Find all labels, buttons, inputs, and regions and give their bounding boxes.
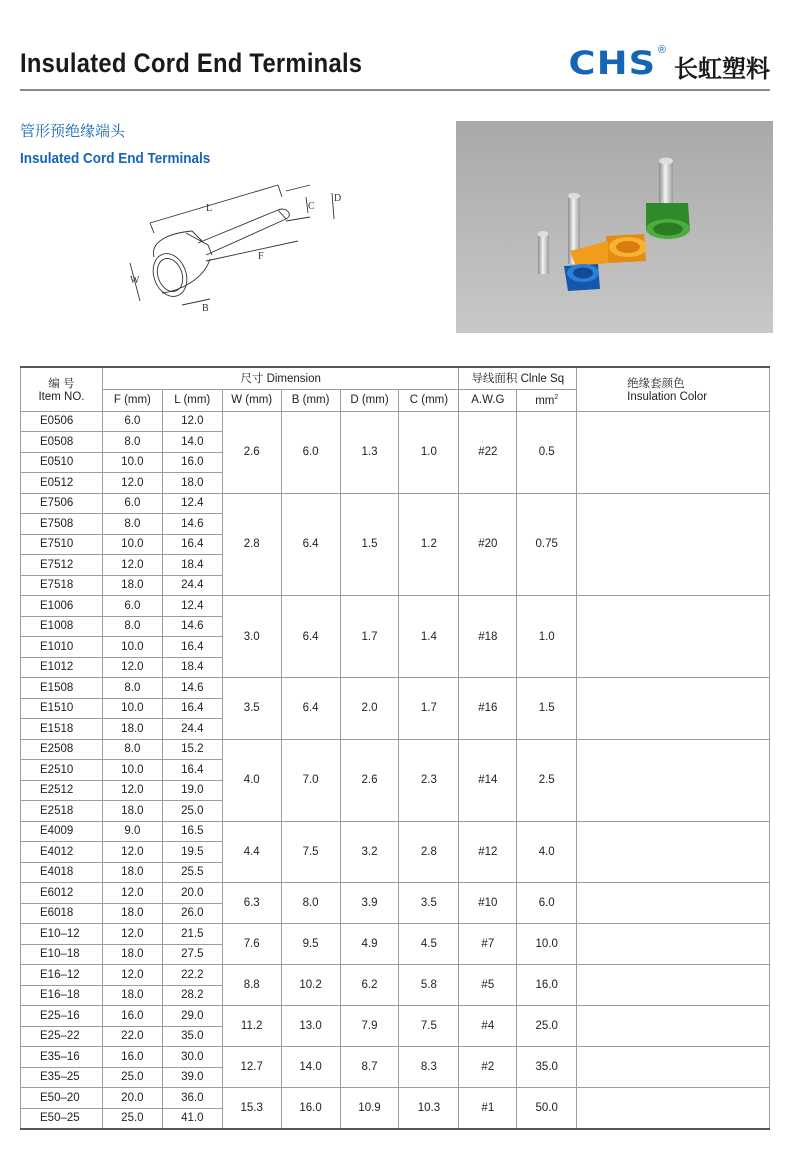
label-c: C — [308, 201, 315, 212]
l-cell: 25.5 — [162, 862, 222, 883]
b-cell: 7.0 — [281, 739, 340, 821]
item-number-cell: E4018 — [21, 862, 103, 883]
item-number-cell: E7506 — [21, 493, 103, 514]
f-cell: 18.0 — [102, 985, 162, 1006]
label-d: D — [334, 193, 342, 204]
mm2-cell: 10.0 — [517, 924, 577, 965]
c-cell: 1.2 — [399, 493, 459, 596]
c-cell: 2.8 — [399, 821, 459, 883]
w-cell: 3.5 — [222, 678, 281, 740]
l-cell: 14.6 — [162, 678, 222, 699]
item-number-cell: E25–16 — [21, 1006, 103, 1027]
l-cell: 26.0 — [162, 903, 222, 924]
w-cell: 7.6 — [222, 924, 281, 965]
w-cell: 6.3 — [222, 883, 281, 924]
c-cell: 1.7 — [399, 678, 459, 740]
l-cell: 16.5 — [162, 821, 222, 842]
l-cell: 21.5 — [162, 924, 222, 945]
header-c: C (mm) — [399, 389, 459, 411]
l-cell: 39.0 — [162, 1067, 222, 1088]
l-cell: 19.5 — [162, 842, 222, 863]
c-cell: 5.8 — [399, 965, 459, 1006]
awg-cell: #5 — [459, 965, 517, 1006]
mm2-cell: 16.0 — [517, 965, 577, 1006]
f-cell: 18.0 — [102, 801, 162, 822]
page-title: Insulated Cord End Terminals — [20, 48, 363, 78]
header-mm2-unit: mm — [535, 394, 555, 407]
header-item — [21, 367, 103, 411]
brand-logo — [568, 44, 770, 84]
table-row — [21, 1047, 770, 1068]
f-cell: 10.0 — [102, 760, 162, 781]
f-cell: 6.0 — [102, 411, 162, 432]
header-dimension: 尺寸 Dimension — [102, 367, 458, 389]
item-number-cell: E10–12 — [21, 924, 103, 945]
table-row — [21, 739, 770, 760]
l-cell: 14.0 — [162, 432, 222, 453]
table-row — [21, 411, 770, 432]
mm2-cell: 1.5 — [517, 678, 577, 740]
f-cell: 18.0 — [102, 862, 162, 883]
insulation-color-cell — [577, 739, 770, 821]
header-color-en: Insulation Color — [627, 391, 708, 404]
f-cell: 12.0 — [102, 842, 162, 863]
item-number-cell: E1006 — [21, 596, 103, 617]
b-cell: 10.2 — [281, 965, 340, 1006]
item-number-cell: E1518 — [21, 719, 103, 740]
f-cell: 12.0 — [102, 780, 162, 801]
f-cell: 18.0 — [102, 719, 162, 740]
brand-name-cn: 长虹塑料 — [674, 55, 770, 83]
w-cell: 8.8 — [222, 965, 281, 1006]
label-f: F — [258, 251, 264, 262]
item-number-cell: E6018 — [21, 903, 103, 924]
item-number-cell: E1012 — [21, 657, 103, 678]
w-cell: 15.3 — [222, 1088, 281, 1129]
f-cell: 18.0 — [102, 903, 162, 924]
mm2-cell: 1.0 — [517, 596, 577, 678]
b-cell: 8.0 — [281, 883, 340, 924]
l-cell: 12.4 — [162, 493, 222, 514]
item-number-cell: E35–16 — [21, 1047, 103, 1068]
c-cell: 10.3 — [399, 1088, 459, 1129]
w-cell: 12.7 — [222, 1047, 281, 1088]
brand-logo-text: CHS — [568, 44, 656, 82]
insulation-color-cell — [577, 1088, 770, 1129]
item-number-cell: E7508 — [21, 514, 103, 535]
l-cell: 35.0 — [162, 1026, 222, 1047]
c-cell: 2.3 — [399, 739, 459, 821]
f-cell: 22.0 — [102, 1026, 162, 1047]
awg-cell: #2 — [459, 1047, 517, 1088]
header-color-cn: 绝缘套颜色 — [627, 378, 685, 391]
item-number-cell: E6012 — [21, 883, 103, 904]
item-number-cell: E50–25 — [21, 1108, 103, 1129]
l-cell: 16.4 — [162, 760, 222, 781]
l-cell: 19.0 — [162, 780, 222, 801]
label-l: L — [206, 203, 213, 214]
f-cell: 12.0 — [102, 924, 162, 945]
mm2-cell: 0.75 — [517, 493, 577, 596]
d-cell: 4.9 — [340, 924, 399, 965]
table-row — [21, 493, 770, 514]
f-cell: 25.0 — [102, 1067, 162, 1088]
l-cell: 28.2 — [162, 985, 222, 1006]
f-cell: 8.0 — [102, 739, 162, 760]
f-cell: 18.0 — [102, 944, 162, 965]
awg-cell: #22 — [459, 411, 517, 493]
item-number-cell: E4012 — [21, 842, 103, 863]
b-cell: 6.4 — [281, 678, 340, 740]
awg-cell: #7 — [459, 924, 517, 965]
insulation-color-cell — [577, 493, 770, 596]
l-cell: 12.4 — [162, 596, 222, 617]
header-item-en: Item NO. — [38, 391, 85, 404]
header-d: D (mm) — [340, 389, 399, 411]
item-number-cell: E7518 — [21, 575, 103, 596]
header-divider — [20, 89, 770, 91]
table-row — [21, 965, 770, 986]
f-cell: 18.0 — [102, 575, 162, 596]
l-cell: 14.6 — [162, 514, 222, 535]
b-cell: 14.0 — [281, 1047, 340, 1088]
item-number-cell: E7510 — [21, 534, 103, 555]
header-cross-section: 导线面积 Clnle Sq — [459, 367, 577, 389]
d-cell: 10.9 — [340, 1088, 399, 1129]
awg-cell: #10 — [459, 883, 517, 924]
f-cell: 12.0 — [102, 883, 162, 904]
f-cell: 6.0 — [102, 493, 162, 514]
header-insulation-color — [577, 367, 770, 411]
f-cell: 6.0 — [102, 596, 162, 617]
l-cell: 24.4 — [162, 575, 222, 596]
header-mm2-sup: 2 — [554, 393, 559, 401]
item-number-cell: E16–12 — [21, 965, 103, 986]
f-cell: 12.0 — [102, 473, 162, 494]
c-cell: 1.4 — [399, 596, 459, 678]
item-number-cell: E0510 — [21, 452, 103, 473]
product-photo — [456, 121, 773, 333]
f-cell: 9.0 — [102, 821, 162, 842]
mm2-cell: 25.0 — [517, 1006, 577, 1047]
mm2-cell: 4.0 — [517, 821, 577, 883]
item-number-cell: E35–25 — [21, 1067, 103, 1088]
header-f: F (mm) — [102, 389, 162, 411]
item-number-cell: E2510 — [21, 760, 103, 781]
b-cell: 16.0 — [281, 1088, 340, 1129]
item-number-cell: E0508 — [21, 432, 103, 453]
awg-cell: #1 — [459, 1088, 517, 1129]
item-number-cell: E0506 — [21, 411, 103, 432]
item-number-cell: E7512 — [21, 555, 103, 576]
section-title-cn: 管形预绝缘端头 — [20, 122, 126, 140]
b-cell: 13.0 — [281, 1006, 340, 1047]
f-cell: 12.0 — [102, 965, 162, 986]
table-row — [21, 821, 770, 842]
b-cell: 6.4 — [281, 596, 340, 678]
f-cell: 10.0 — [102, 452, 162, 473]
w-cell: 3.0 — [222, 596, 281, 678]
f-cell: 25.0 — [102, 1108, 162, 1129]
f-cell: 8.0 — [102, 514, 162, 535]
d-cell: 6.2 — [340, 965, 399, 1006]
table-row — [21, 924, 770, 945]
l-cell: 41.0 — [162, 1108, 222, 1129]
l-cell: 16.0 — [162, 452, 222, 473]
awg-cell: #14 — [459, 739, 517, 821]
d-cell: 3.9 — [340, 883, 399, 924]
awg-cell: #4 — [459, 1006, 517, 1047]
f-cell: 8.0 — [102, 678, 162, 699]
f-cell: 10.0 — [102, 637, 162, 658]
l-cell: 22.2 — [162, 965, 222, 986]
awg-cell: #16 — [459, 678, 517, 740]
d-cell: 1.5 — [340, 493, 399, 596]
w-cell: 11.2 — [222, 1006, 281, 1047]
header-l: L (mm) — [162, 389, 222, 411]
c-cell: 4.5 — [399, 924, 459, 965]
w-cell: 2.6 — [222, 411, 281, 493]
f-cell: 10.0 — [102, 698, 162, 719]
item-number-cell: E4009 — [21, 821, 103, 842]
d-cell: 7.9 — [340, 1006, 399, 1047]
table-row — [21, 1088, 770, 1109]
w-cell: 4.4 — [222, 821, 281, 883]
c-cell: 3.5 — [399, 883, 459, 924]
insulation-color-cell — [577, 678, 770, 740]
table-row — [21, 883, 770, 904]
table-row — [21, 678, 770, 699]
l-cell: 25.0 — [162, 801, 222, 822]
table-row — [21, 1006, 770, 1027]
c-cell: 8.3 — [399, 1047, 459, 1088]
f-cell: 16.0 — [102, 1047, 162, 1068]
d-cell: 3.2 — [340, 821, 399, 883]
insulation-color-cell — [577, 411, 770, 493]
l-cell: 24.4 — [162, 719, 222, 740]
b-cell: 6.4 — [281, 493, 340, 596]
header-mm2 — [517, 389, 577, 411]
insulation-color-cell — [577, 924, 770, 965]
insulation-color-cell — [577, 821, 770, 883]
header-awg: A.W.G — [459, 389, 517, 411]
insulation-color-cell — [577, 883, 770, 924]
l-cell: 29.0 — [162, 1006, 222, 1027]
f-cell: 16.0 — [102, 1006, 162, 1027]
l-cell: 16.4 — [162, 534, 222, 555]
item-number-cell: E1008 — [21, 616, 103, 637]
item-number-cell: E25–22 — [21, 1026, 103, 1047]
l-cell: 30.0 — [162, 1047, 222, 1068]
label-w: W — [130, 275, 140, 286]
awg-cell: #12 — [459, 821, 517, 883]
section-title-en: Insulated Cord End Terminals — [20, 150, 211, 167]
registered-mark: ® — [657, 44, 666, 56]
f-cell: 8.0 — [102, 616, 162, 637]
d-cell: 1.7 — [340, 596, 399, 678]
mm2-cell: 50.0 — [517, 1088, 577, 1129]
b-cell: 9.5 — [281, 924, 340, 965]
spec-table-body — [21, 411, 770, 1129]
l-cell: 12.0 — [162, 411, 222, 432]
b-cell: 6.0 — [281, 411, 340, 493]
header-item-cn: 编 号 — [48, 378, 75, 391]
item-number-cell: E1010 — [21, 637, 103, 658]
w-cell: 2.8 — [222, 493, 281, 596]
f-cell: 10.0 — [102, 534, 162, 555]
insulation-color-cell — [577, 965, 770, 1006]
awg-cell: #20 — [459, 493, 517, 596]
item-number-cell: E2508 — [21, 739, 103, 760]
item-number-cell: E2518 — [21, 801, 103, 822]
item-number-cell: E0512 — [21, 473, 103, 494]
f-cell: 12.0 — [102, 555, 162, 576]
header-b: B (mm) — [281, 389, 340, 411]
mm2-cell: 0.5 — [517, 411, 577, 493]
l-cell: 16.4 — [162, 698, 222, 719]
l-cell: 18.4 — [162, 555, 222, 576]
item-number-cell: E16–18 — [21, 985, 103, 1006]
item-number-cell: E2512 — [21, 780, 103, 801]
terminal-dimension-diagram — [110, 175, 360, 325]
l-cell: 14.6 — [162, 616, 222, 637]
l-cell: 36.0 — [162, 1088, 222, 1109]
table-row — [21, 596, 770, 617]
item-number-cell: E10–18 — [21, 944, 103, 965]
mm2-cell: 6.0 — [517, 883, 577, 924]
l-cell: 15.2 — [162, 739, 222, 760]
mm2-cell: 2.5 — [517, 739, 577, 821]
d-cell: 1.3 — [340, 411, 399, 493]
b-cell: 7.5 — [281, 821, 340, 883]
item-number-cell: E50–20 — [21, 1088, 103, 1109]
f-cell: 12.0 — [102, 657, 162, 678]
d-cell: 8.7 — [340, 1047, 399, 1088]
l-cell: 20.0 — [162, 883, 222, 904]
insulation-color-cell — [577, 1047, 770, 1088]
c-cell: 1.0 — [399, 411, 459, 493]
label-b: B — [202, 303, 209, 314]
l-cell: 18.4 — [162, 657, 222, 678]
d-cell: 2.0 — [340, 678, 399, 740]
c-cell: 7.5 — [399, 1006, 459, 1047]
w-cell: 4.0 — [222, 739, 281, 821]
item-number-cell: E1508 — [21, 678, 103, 699]
l-cell: 16.4 — [162, 637, 222, 658]
l-cell: 27.5 — [162, 944, 222, 965]
f-cell: 8.0 — [102, 432, 162, 453]
item-number-cell: E1510 — [21, 698, 103, 719]
d-cell: 2.6 — [340, 739, 399, 821]
header-w: W (mm) — [222, 389, 281, 411]
f-cell: 20.0 — [102, 1088, 162, 1109]
l-cell: 18.0 — [162, 473, 222, 494]
mm2-cell: 35.0 — [517, 1047, 577, 1088]
spec-table — [20, 366, 770, 1130]
awg-cell: #18 — [459, 596, 517, 678]
insulation-color-cell — [577, 596, 770, 678]
insulation-color-cell — [577, 1006, 770, 1047]
